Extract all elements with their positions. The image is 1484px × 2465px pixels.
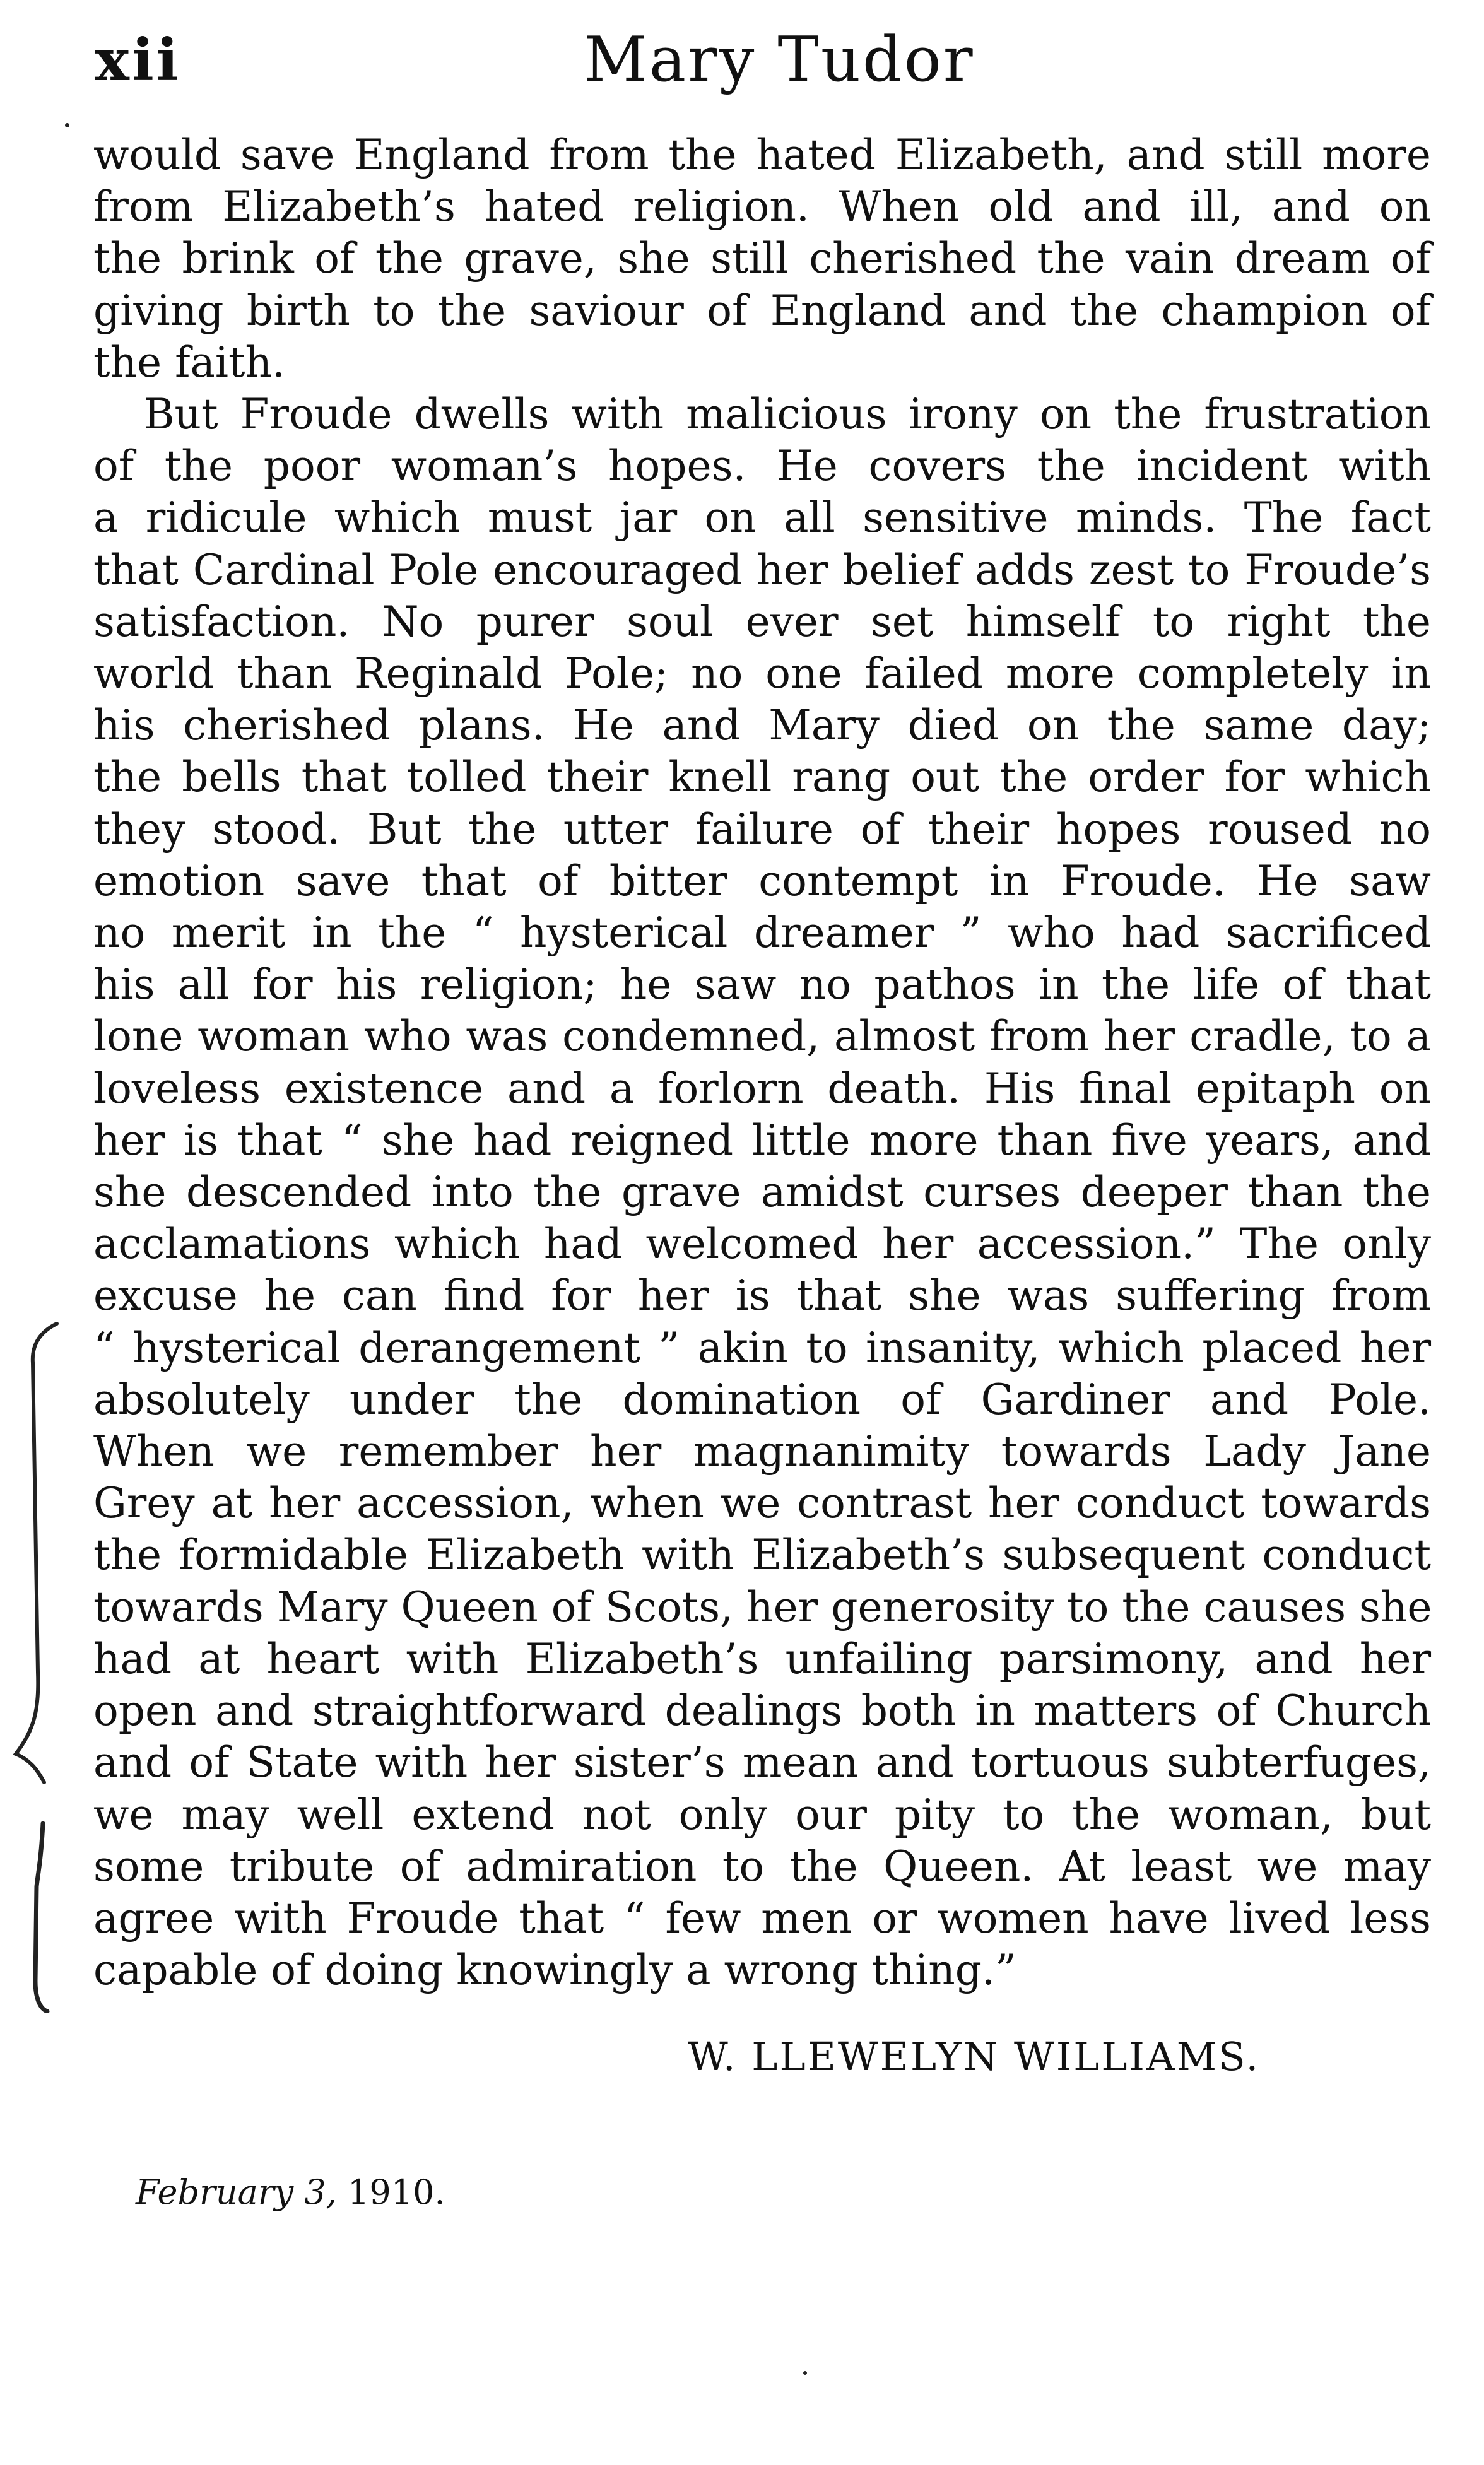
author-signature: W. LLEWELYN WILLIAMS. xyxy=(688,2033,1261,2080)
text-line: the brink of the grave, she still cherished the vain dream of xyxy=(93,234,1431,283)
text-line: When we remember her magnanimity towards Lady Jane xyxy=(93,1427,1431,1476)
body-text xyxy=(93,129,1431,1996)
text-line: loveless existence and a forlorn death. His final epitaph on xyxy=(93,1064,1431,1113)
text-line: a ridicule which must jar on all sensitive minds. The fact xyxy=(93,493,1431,543)
text-line: she descended into the grave amidst curses deeper than the xyxy=(93,1168,1431,1217)
text-line: excuse he can find for her is that she was suffering from xyxy=(93,1271,1431,1321)
text-line: world than Reginald Pole; no one failed more completely in xyxy=(93,649,1431,698)
page-number: xii xyxy=(95,26,181,94)
text-line: lone woman who was condemned, almost from her cradle, to a xyxy=(93,1012,1431,1061)
text-line: But Froude dwells with malicious irony on the frustration xyxy=(144,390,1431,439)
text-line: acclamations which had welcomed her accession.” The only xyxy=(93,1220,1431,1269)
text-line: we may well extend not only our pity to the woman, but xyxy=(93,1790,1431,1839)
text-line: absolutely under the domination of Gardiner and Pole. xyxy=(93,1375,1431,1424)
text-line: his cherished plans. He and Mary died on the same day; xyxy=(93,701,1431,750)
text-line: giving birth to the saviour of England and the champion of xyxy=(93,286,1431,335)
text-line: that Cardinal Pole encouraged her belief adds zest to Froude’s xyxy=(93,545,1431,594)
book-title: Mary Tudor xyxy=(584,24,975,96)
text-line: would save England from the hated Elizabeth, and still more xyxy=(93,131,1431,179)
text-line: the bells that tolled their knell rang out the order for which xyxy=(93,753,1431,802)
print-speck xyxy=(803,2371,807,2375)
text-line: and of State with her sister’s mean and tortuous subterfuges, xyxy=(93,1738,1431,1787)
dateline-year: 1910. xyxy=(348,2172,445,2212)
running-head xyxy=(95,19,1426,101)
text-line: of the poor woman’s hopes. He covers the incident with xyxy=(93,442,1431,491)
dateline-month-day: February 3, xyxy=(136,2172,337,2212)
text-line: his all for his religion; he saw no pathos in the life of that xyxy=(93,960,1431,1009)
print-speck xyxy=(65,123,69,127)
text-line: open and straightforward dealings both in matters of Church xyxy=(93,1686,1431,1736)
text-line: her is that “ she had reigned little more than five years, and xyxy=(93,1115,1431,1165)
text-line: had at heart with Elizabeth’s unfailing parsimony, and her xyxy=(93,1634,1431,1683)
text-line: the faith. xyxy=(93,338,285,387)
text-line: capable of doing knowingly a wrong thing.” xyxy=(93,1946,1016,1995)
margin-bracket-mark xyxy=(13,1319,82,2013)
text-line: emotion save that of bitter contempt in Froude. He saw xyxy=(93,856,1431,905)
paragraph-1 xyxy=(93,129,1431,389)
text-line: the formidable Elizabeth with Elizabeth’s subsequent conduct xyxy=(93,1531,1431,1580)
text-line: no merit in the “ hysterical dreamer ” who had sacrificed xyxy=(93,909,1431,958)
text-line: they stood. But the utter failure of their hopes roused no xyxy=(93,804,1431,854)
paragraph-2 xyxy=(93,389,1431,1996)
text-line: satisfaction. No purer soul ever set himself to right the xyxy=(93,597,1431,646)
text-line: agree with Froude that “ few men or women have lived less xyxy=(93,1893,1431,1943)
text-line: from Elizabeth’s hated religion. When old and ill, and on xyxy=(93,182,1431,232)
text-line: some tribute of admiration to the Queen. At least we may xyxy=(93,1842,1431,1891)
dateline xyxy=(136,2170,445,2215)
text-line: Grey at her accession, when we contrast her conduct towards xyxy=(93,1479,1431,1528)
text-line: towards Mary Queen of Scots, her generosity to the causes she xyxy=(93,1582,1432,1632)
text-line: “ hysterical derangement ” akin to insanity, which placed her xyxy=(93,1323,1431,1372)
